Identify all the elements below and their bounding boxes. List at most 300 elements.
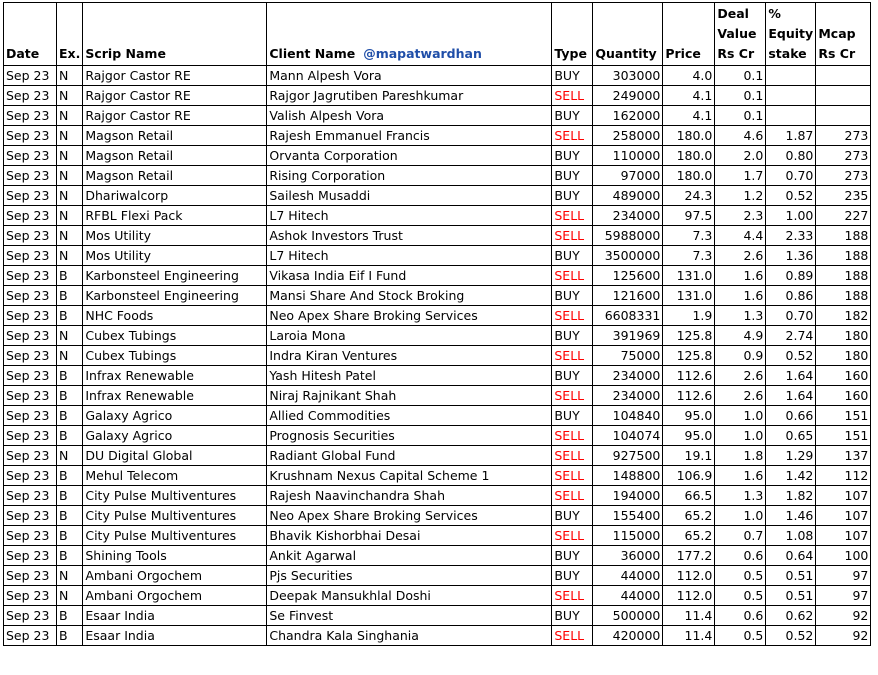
cell-equity-stake: [766, 86, 816, 106]
cell-scrip-name: Magson Retail: [83, 126, 267, 146]
cell-equity-stake: 1.42: [766, 466, 816, 486]
table-row: [4, 466, 871, 486]
cell-quantity: 36000: [593, 546, 663, 566]
cell-quantity: 162000: [593, 106, 663, 126]
cell-date: Sep 23: [4, 366, 57, 386]
cell-scrip-name: Mehul Telecom: [83, 466, 267, 486]
table-row: [4, 486, 871, 506]
cell-exchange: N: [57, 166, 83, 186]
header-client-name: [267, 3, 552, 66]
cell-mcap: 151: [816, 426, 871, 446]
table-row: [4, 286, 871, 306]
cell-date: Sep 23: [4, 586, 57, 606]
cell-exchange: N: [57, 226, 83, 246]
cell-quantity: 6608331: [593, 306, 663, 326]
cell-scrip-name: RFBL Flexi Pack: [83, 206, 267, 226]
header-quantity: Quantity: [593, 3, 663, 66]
cell-price: 112.0: [663, 566, 715, 586]
cell-date: Sep 23: [4, 626, 57, 646]
table-row: [4, 226, 871, 246]
cell-exchange: B: [57, 486, 83, 506]
cell-type: BUY: [552, 106, 593, 126]
cell-scrip-name: Karbonsteel Engineering: [83, 286, 267, 306]
cell-exchange: N: [57, 126, 83, 146]
cell-price: 180.0: [663, 146, 715, 166]
cell-deal-value: 0.1: [715, 66, 766, 86]
cell-date: Sep 23: [4, 66, 57, 86]
table-row: [4, 426, 871, 446]
table-row: [4, 206, 871, 226]
cell-price: 7.3: [663, 226, 715, 246]
cell-exchange: B: [57, 546, 83, 566]
cell-mcap: 273: [816, 146, 871, 166]
table-row: [4, 306, 871, 326]
cell-client-name: Rajesh Naavinchandra Shah: [267, 486, 552, 506]
cell-equity-stake: 1.36: [766, 246, 816, 266]
cell-type: SELL: [552, 586, 593, 606]
cell-equity-stake: 0.52: [766, 346, 816, 366]
cell-mcap: 188: [816, 266, 871, 286]
header-deal-value-line: Deal: [717, 6, 749, 21]
cell-quantity: 44000: [593, 566, 663, 586]
cell-client-name: Neo Apex Share Broking Services: [267, 306, 552, 326]
cell-scrip-name: Mos Utility: [83, 246, 267, 266]
cell-equity-stake: 0.52: [766, 186, 816, 206]
cell-deal-value: 0.5: [715, 566, 766, 586]
cell-scrip-name: City Pulse Multiventures: [83, 526, 267, 546]
header-exchange: Ex.: [57, 3, 83, 66]
cell-deal-value: 4.6: [715, 126, 766, 146]
cell-client-name: Mann Alpesh Vora: [267, 66, 552, 86]
cell-equity-stake: [766, 66, 816, 86]
cell-mcap: 137: [816, 446, 871, 466]
table-row: [4, 66, 871, 86]
cell-quantity: 110000: [593, 146, 663, 166]
cell-date: Sep 23: [4, 146, 57, 166]
cell-price: 180.0: [663, 126, 715, 146]
cell-date: Sep 23: [4, 466, 57, 486]
cell-equity-stake: 0.70: [766, 166, 816, 186]
header-equity-stake-line: %: [768, 6, 781, 21]
cell-exchange: N: [57, 206, 83, 226]
header-date: Date: [4, 3, 57, 66]
cell-mcap: [816, 66, 871, 86]
cell-client-name: Ankit Agarwal: [267, 546, 552, 566]
cell-deal-value: 2.6: [715, 246, 766, 266]
cell-deal-value: 0.1: [715, 86, 766, 106]
cell-client-name: Prognosis Securities: [267, 426, 552, 446]
cell-scrip-name: Cubex Tubings: [83, 326, 267, 346]
cell-scrip-name: City Pulse Multiventures: [83, 486, 267, 506]
cell-client-name: Mansi Share And Stock Broking: [267, 286, 552, 306]
cell-quantity: 125600: [593, 266, 663, 286]
cell-equity-stake: 1.64: [766, 366, 816, 386]
cell-client-name: Bhavik Kishorbhai Desai: [267, 526, 552, 546]
cell-quantity: 234000: [593, 366, 663, 386]
table-row: [4, 446, 871, 466]
table-row: [4, 626, 871, 646]
cell-type: SELL: [552, 226, 593, 246]
cell-quantity: 500000: [593, 606, 663, 626]
cell-price: 112.6: [663, 386, 715, 406]
cell-equity-stake: 0.80: [766, 146, 816, 166]
cell-deal-value: 1.2: [715, 186, 766, 206]
cell-deal-value: 1.6: [715, 466, 766, 486]
cell-equity-stake: 1.64: [766, 386, 816, 406]
cell-mcap: 180: [816, 346, 871, 366]
cell-exchange: B: [57, 426, 83, 446]
cell-type: SELL: [552, 346, 593, 366]
cell-client-name: Krushnam Nexus Capital Scheme 1: [267, 466, 552, 486]
cell-equity-stake: 0.62: [766, 606, 816, 626]
cell-date: Sep 23: [4, 226, 57, 246]
cell-exchange: B: [57, 286, 83, 306]
cell-price: 11.4: [663, 626, 715, 646]
cell-client-name: Sailesh Musaddi: [267, 186, 552, 206]
cell-mcap: [816, 106, 871, 126]
cell-scrip-name: Rajgor Castor RE: [83, 86, 267, 106]
cell-type: BUY: [552, 246, 593, 266]
cell-exchange: B: [57, 366, 83, 386]
cell-price: 125.8: [663, 346, 715, 366]
cell-type: SELL: [552, 206, 593, 226]
table-row: [4, 606, 871, 626]
cell-quantity: 249000: [593, 86, 663, 106]
cell-price: 106.9: [663, 466, 715, 486]
twitter-handle: @mapatwardhan: [363, 46, 482, 61]
cell-scrip-name: Magson Retail: [83, 166, 267, 186]
cell-quantity: 44000: [593, 586, 663, 606]
cell-price: 4.0: [663, 66, 715, 86]
cell-quantity: 391969: [593, 326, 663, 346]
cell-price: 125.8: [663, 326, 715, 346]
cell-scrip-name: Magson Retail: [83, 146, 267, 166]
cell-mcap: 151: [816, 406, 871, 426]
cell-mcap: 160: [816, 366, 871, 386]
cell-client-name: Chandra Kala Singhania: [267, 626, 552, 646]
cell-mcap: 92: [816, 626, 871, 646]
cell-quantity: 420000: [593, 626, 663, 646]
cell-quantity: 3500000: [593, 246, 663, 266]
cell-date: Sep 23: [4, 326, 57, 346]
cell-deal-value: 1.6: [715, 286, 766, 306]
cell-quantity: 5988000: [593, 226, 663, 246]
cell-equity-stake: 0.64: [766, 546, 816, 566]
cell-mcap: 107: [816, 486, 871, 506]
cell-date: Sep 23: [4, 446, 57, 466]
cell-deal-value: 0.7: [715, 526, 766, 546]
cell-equity-stake: 0.89: [766, 266, 816, 286]
cell-date: Sep 23: [4, 486, 57, 506]
cell-mcap: 100: [816, 546, 871, 566]
cell-deal-value: 1.7: [715, 166, 766, 186]
cell-client-name: L7 Hitech: [267, 246, 552, 266]
cell-type: SELL: [552, 626, 593, 646]
cell-exchange: B: [57, 606, 83, 626]
cell-mcap: 188: [816, 246, 871, 266]
cell-exchange: N: [57, 186, 83, 206]
table-row: [4, 566, 871, 586]
cell-price: 24.3: [663, 186, 715, 206]
cell-type: BUY: [552, 286, 593, 306]
cell-equity-stake: 1.29: [766, 446, 816, 466]
cell-client-name: Indra Kiran Ventures: [267, 346, 552, 366]
cell-exchange: B: [57, 506, 83, 526]
cell-scrip-name: Karbonsteel Engineering: [83, 266, 267, 286]
cell-mcap: 180: [816, 326, 871, 346]
table-row: [4, 326, 871, 346]
cell-deal-value: 1.8: [715, 446, 766, 466]
cell-mcap: 97: [816, 586, 871, 606]
cell-client-name: Allied Commodities: [267, 406, 552, 426]
cell-client-name: Pjs Securities: [267, 566, 552, 586]
cell-exchange: B: [57, 386, 83, 406]
table-row: [4, 126, 871, 146]
cell-exchange: B: [57, 266, 83, 286]
cell-type: BUY: [552, 66, 593, 86]
cell-quantity: 234000: [593, 206, 663, 226]
cell-price: 131.0: [663, 266, 715, 286]
cell-type: SELL: [552, 126, 593, 146]
header-price: Price: [663, 3, 715, 66]
cell-date: Sep 23: [4, 426, 57, 446]
cell-type: BUY: [552, 326, 593, 346]
cell-type: BUY: [552, 566, 593, 586]
header-deal-value-line: Rs Cr: [717, 46, 755, 61]
cell-client-name: Rajgor Jagrutiben Pareshkumar: [267, 86, 552, 106]
cell-price: 95.0: [663, 426, 715, 446]
header-mcap: [816, 3, 871, 66]
cell-type: BUY: [552, 546, 593, 566]
cell-exchange: N: [57, 326, 83, 346]
cell-price: 95.0: [663, 406, 715, 426]
cell-client-name: Niraj Rajnikant Shah: [267, 386, 552, 406]
cell-quantity: 115000: [593, 526, 663, 546]
header-equity-stake-line: Equity: [768, 26, 814, 41]
cell-date: Sep 23: [4, 606, 57, 626]
cell-deal-value: 0.6: [715, 546, 766, 566]
cell-price: 7.3: [663, 246, 715, 266]
cell-price: 1.9: [663, 306, 715, 326]
cell-date: Sep 23: [4, 206, 57, 226]
cell-client-name: Radiant Global Fund: [267, 446, 552, 466]
cell-date: Sep 23: [4, 86, 57, 106]
cell-scrip-name: Galaxy Agrico: [83, 406, 267, 426]
table-row: [4, 186, 871, 206]
cell-equity-stake: 1.46: [766, 506, 816, 526]
cell-client-name: Se Finvest: [267, 606, 552, 626]
cell-type: BUY: [552, 166, 593, 186]
cell-deal-value: 0.5: [715, 626, 766, 646]
cell-type: SELL: [552, 466, 593, 486]
cell-price: 177.2: [663, 546, 715, 566]
cell-date: Sep 23: [4, 566, 57, 586]
cell-date: Sep 23: [4, 126, 57, 146]
cell-scrip-name: Rajgor Castor RE: [83, 106, 267, 126]
cell-exchange: N: [57, 246, 83, 266]
cell-type: SELL: [552, 86, 593, 106]
cell-exchange: N: [57, 66, 83, 86]
cell-date: Sep 23: [4, 106, 57, 126]
cell-date: Sep 23: [4, 386, 57, 406]
cell-price: 180.0: [663, 166, 715, 186]
cell-client-name: Yash Hitesh Patel: [267, 366, 552, 386]
table-row: [4, 586, 871, 606]
cell-scrip-name: Esaar India: [83, 626, 267, 646]
cell-quantity: 927500: [593, 446, 663, 466]
cell-type: BUY: [552, 406, 593, 426]
cell-scrip-name: City Pulse Multiventures: [83, 506, 267, 526]
cell-deal-value: 2.3: [715, 206, 766, 226]
header-deal-value-line: Value: [717, 26, 757, 41]
cell-exchange: N: [57, 106, 83, 126]
cell-scrip-name: NHC Foods: [83, 306, 267, 326]
cell-type: SELL: [552, 526, 593, 546]
cell-quantity: 155400: [593, 506, 663, 526]
cell-equity-stake: 0.86: [766, 286, 816, 306]
cell-type: SELL: [552, 386, 593, 406]
cell-price: 112.0: [663, 586, 715, 606]
cell-price: 4.1: [663, 106, 715, 126]
cell-exchange: B: [57, 526, 83, 546]
cell-exchange: N: [57, 446, 83, 466]
cell-scrip-name: Galaxy Agrico: [83, 426, 267, 446]
cell-equity-stake: 0.70: [766, 306, 816, 326]
cell-mcap: 92: [816, 606, 871, 626]
cell-equity-stake: 1.00: [766, 206, 816, 226]
cell-mcap: 112: [816, 466, 871, 486]
cell-mcap: 107: [816, 526, 871, 546]
cell-quantity: 303000: [593, 66, 663, 86]
cell-equity-stake: 1.87: [766, 126, 816, 146]
cell-type: BUY: [552, 606, 593, 626]
cell-deal-value: 0.9: [715, 346, 766, 366]
cell-scrip-name: Dhariwalcorp: [83, 186, 267, 206]
cell-exchange: N: [57, 86, 83, 106]
cell-price: 66.5: [663, 486, 715, 506]
cell-type: BUY: [552, 186, 593, 206]
cell-price: 11.4: [663, 606, 715, 626]
cell-deal-value: 1.6: [715, 266, 766, 286]
header-mcap-line: Rs Cr: [818, 46, 856, 61]
cell-equity-stake: 2.74: [766, 326, 816, 346]
cell-equity-stake: 1.08: [766, 526, 816, 546]
table-row: [4, 266, 871, 286]
header-mcap-line: Mcap: [818, 26, 856, 41]
cell-mcap: 107: [816, 506, 871, 526]
cell-price: 65.2: [663, 506, 715, 526]
cell-quantity: 234000: [593, 386, 663, 406]
cell-quantity: 121600: [593, 286, 663, 306]
cell-scrip-name: Cubex Tubings: [83, 346, 267, 366]
cell-equity-stake: 1.82: [766, 486, 816, 506]
cell-equity-stake: 0.66: [766, 406, 816, 426]
cell-mcap: 160: [816, 386, 871, 406]
cell-client-name: L7 Hitech: [267, 206, 552, 226]
table-row: [4, 366, 871, 386]
table-row: [4, 506, 871, 526]
cell-type: BUY: [552, 366, 593, 386]
cell-quantity: 104840: [593, 406, 663, 426]
cell-client-name: Valish Alpesh Vora: [267, 106, 552, 126]
cell-equity-stake: 0.51: [766, 566, 816, 586]
cell-client-name: Vikasa India Eif I Fund: [267, 266, 552, 286]
cell-mcap: 273: [816, 166, 871, 186]
cell-client-name: Rajesh Emmanuel Francis: [267, 126, 552, 146]
cell-deal-value: 2.0: [715, 146, 766, 166]
cell-scrip-name: Ambani Orgochem: [83, 586, 267, 606]
cell-deal-value: 1.0: [715, 406, 766, 426]
cell-date: Sep 23: [4, 526, 57, 546]
cell-date: Sep 23: [4, 246, 57, 266]
cell-price: 4.1: [663, 86, 715, 106]
cell-scrip-name: Esaar India: [83, 606, 267, 626]
cell-exchange: N: [57, 146, 83, 166]
table-row: [4, 166, 871, 186]
cell-date: Sep 23: [4, 266, 57, 286]
cell-price: 19.1: [663, 446, 715, 466]
header-row: [4, 3, 871, 66]
cell-exchange: N: [57, 586, 83, 606]
cell-mcap: 188: [816, 286, 871, 306]
cell-deal-value: 0.5: [715, 586, 766, 606]
cell-deal-value: 4.9: [715, 326, 766, 346]
cell-price: 131.0: [663, 286, 715, 306]
cell-client-name: Ashok Investors Trust: [267, 226, 552, 246]
cell-quantity: 148800: [593, 466, 663, 486]
cell-scrip-name: DU Digital Global: [83, 446, 267, 466]
cell-scrip-name: Infrax Renewable: [83, 366, 267, 386]
cell-price: 112.6: [663, 366, 715, 386]
cell-type: SELL: [552, 426, 593, 446]
header-equity-stake-line: stake: [768, 46, 807, 61]
cell-type: SELL: [552, 446, 593, 466]
cell-scrip-name: Mos Utility: [83, 226, 267, 246]
cell-date: Sep 23: [4, 406, 57, 426]
cell-quantity: 258000: [593, 126, 663, 146]
table-row: [4, 526, 871, 546]
cell-date: Sep 23: [4, 186, 57, 206]
cell-date: Sep 23: [4, 306, 57, 326]
cell-equity-stake: 2.33: [766, 226, 816, 246]
cell-type: SELL: [552, 486, 593, 506]
cell-mcap: 188: [816, 226, 871, 246]
cell-deal-value: 1.0: [715, 506, 766, 526]
cell-deal-value: 0.6: [715, 606, 766, 626]
cell-mcap: 182: [816, 306, 871, 326]
bulk-deals-table: [3, 2, 871, 646]
table-row: [4, 406, 871, 426]
header-deal-value: [715, 3, 766, 66]
cell-mcap: [816, 86, 871, 106]
cell-deal-value: 4.4: [715, 226, 766, 246]
table-row: [4, 86, 871, 106]
cell-date: Sep 23: [4, 346, 57, 366]
cell-price: 65.2: [663, 526, 715, 546]
cell-client-name: Deepak Mansukhlal Doshi: [267, 586, 552, 606]
cell-price: 97.5: [663, 206, 715, 226]
cell-client-name: Rising Corporation: [267, 166, 552, 186]
cell-quantity: 489000: [593, 186, 663, 206]
table-row: [4, 346, 871, 366]
cell-client-name: Laroia Mona: [267, 326, 552, 346]
cell-quantity: 75000: [593, 346, 663, 366]
cell-date: Sep 23: [4, 286, 57, 306]
cell-deal-value: 1.3: [715, 306, 766, 326]
cell-exchange: N: [57, 346, 83, 366]
table-row: [4, 546, 871, 566]
cell-deal-value: 1.0: [715, 426, 766, 446]
